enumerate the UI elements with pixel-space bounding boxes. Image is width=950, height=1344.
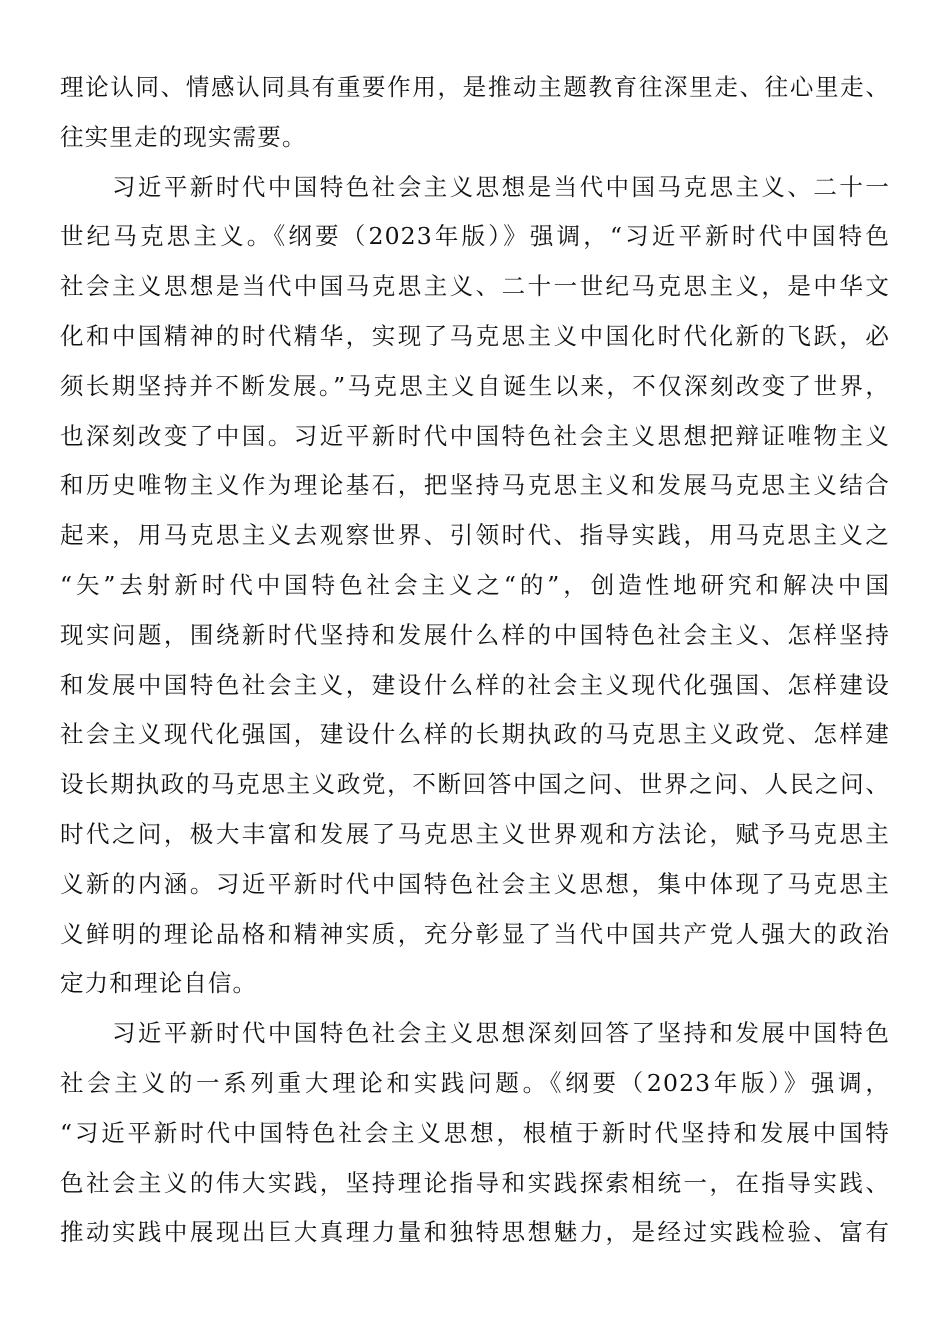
text-line-9: 和历史唯物主义作为理论基石，把坚持马克思主义和发展马克思主义结合 <box>60 471 890 500</box>
document-page <box>60 63 890 1258</box>
text-line-12: 现实问题，围绕新时代坚持和发展什么样的中国特色社会主义、怎样坚持 <box>60 620 890 649</box>
text-line-19: 定力和理论自信。 <box>60 969 258 998</box>
text-line-5: 社会主义思想是当代中国马克思主义、二十一世纪马克思主义，是中华文 <box>60 272 890 301</box>
text-line-14: 社会主义现代化强国，建设什么样的长期执政的马克思主义政党、怎样建 <box>60 720 890 749</box>
text-line-15: 设长期执政的马克思主义政党，不断回答中国之问、世界之问、人民之问、 <box>60 770 890 799</box>
text-line-1: 理论认同、情感认同具有重要作用，是推动主题教育往深里走、往心里走、 <box>60 73 890 101</box>
text-line-11: “矢”去射新时代中国特色社会主义之“的”，创造性地研究和解决中国 <box>60 570 890 599</box>
text-line-7: 须长期坚持并不断发展。”马克思主义自诞生以来，不仅深刻改变了世界， <box>60 371 890 400</box>
text-line-8: 也深刻改变了中国。习近平新时代中国特色社会主义思想把辩证唯物主义 <box>60 421 890 450</box>
text-line-23: 色社会主义的伟大实践，坚持理论指导和实践探索相统一，在指导实践、 <box>60 1168 890 1197</box>
text-line-21: 社会主义的一系列重大理论和实践问题。《纲要（2023年版）》强调， <box>60 1068 890 1097</box>
text-line-6: 化和中国精神的时代精华，实现了马克思主义中国化时代化新的飞跃，必 <box>60 321 890 350</box>
text-line-16: 时代之问，极大丰富和发展了马克思主义世界观和方法论，赋予马克思主 <box>60 819 890 848</box>
text-line-20: 习近平新时代中国特色社会主义思想深刻回答了坚持和发展中国特色 <box>60 1019 890 1048</box>
text-line-2: 往实里走的现实需要。 <box>60 122 307 151</box>
text-line-17: 义新的内涵。习近平新时代中国特色社会主义思想，集中体现了马克思主 <box>60 869 890 898</box>
text-line-18: 义鲜明的理论品格和精神实质，充分彰显了当代中国共产党人强大的政治 <box>60 919 890 948</box>
text-line-4: 世纪马克思主义。《纲要（2023年版）》强调，“习近平新时代中国特色 <box>60 222 890 251</box>
text-line-13: 和发展中国特色社会主义，建设什么样的社会主义现代化强国、怎样建设 <box>60 670 890 699</box>
text-line-10: 起来，用马克思主义去观察世界、引领时代、指导实践，用马克思主义之 <box>60 521 890 550</box>
text-line-22: “习近平新时代中国特色社会主义思想，根植于新时代坚持和发展中国特 <box>60 1118 890 1147</box>
text-line-3: 习近平新时代中国特色社会主义思想是当代中国马克思主义、二十一 <box>60 172 890 201</box>
text-line-24: 推动实践中展现出巨大真理力量和独特思想魅力，是经过实践检验、富有 <box>60 1218 890 1247</box>
